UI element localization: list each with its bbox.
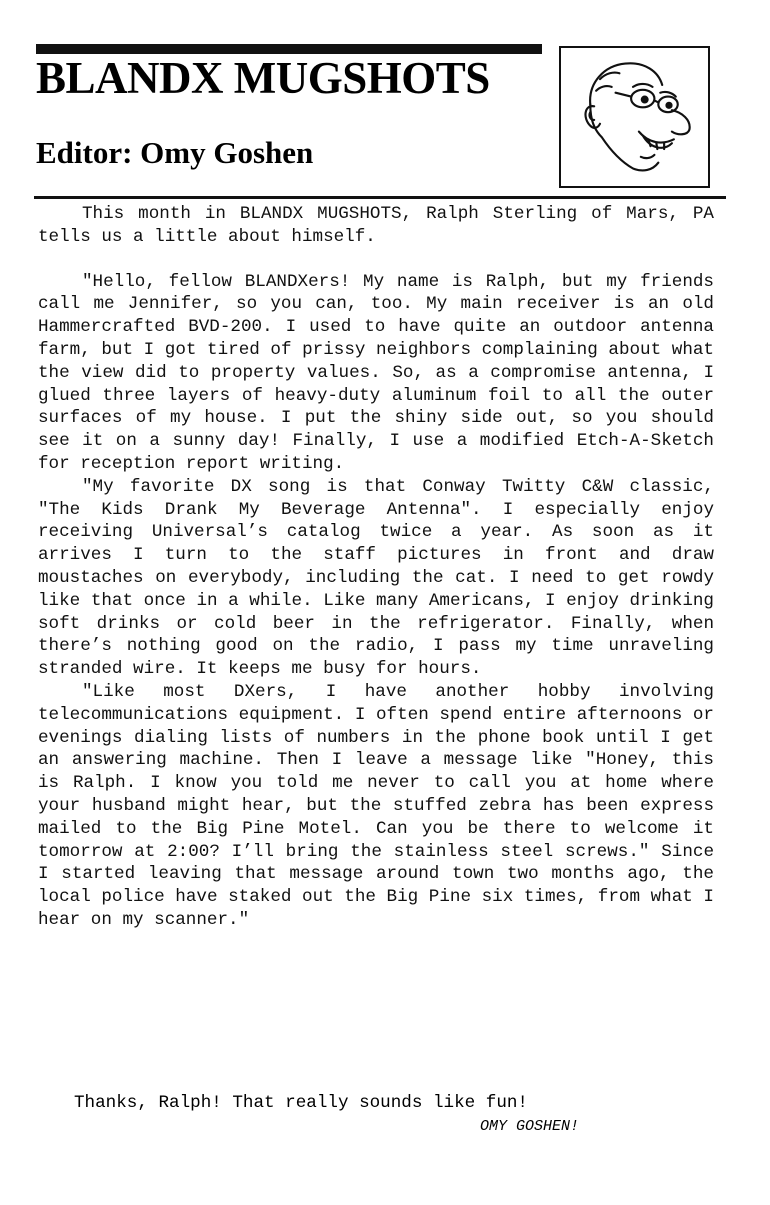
editor-byline: Editor: Omy Goshen bbox=[36, 135, 314, 170]
article-paragraph: "Like most DXers, I have another hobby involving telecommunications equipment. I often spend entire afternoons or evenings dialing lists of numbers in the phone book until I get an answering machine. Then I leave a message like "Honey, this is Ralph. I know you told me never to call you at home where your husband might hear, but the stuffed zebra has been express mailed to the Big Pine Motel. Can you be there to welcome it tomorrow at 2:00? I’ll bring the stainless steel screws." Since I started leaving that message around town two months ago, the local police have staked out the Big Pine six times, from what I hear on my scanner." bbox=[38, 681, 714, 930]
column-title: BLANDX MUGSHOTS bbox=[36, 53, 490, 103]
signature: OMY GOSHEN! bbox=[480, 1118, 580, 1135]
article-paragraph: "Hello, fellow BLANDXers! My name is Ralph, but my friends call me Jennifer, so you can, too. My main receiver is an old Hammercrafted BVD-200. I used to have quite an outdoor antenna farm, but I got tired of prissy neighbors complaining about what the view did to property values. So, as a compromise antenna, I glued three layers of heavy-duty aluminum foil to all the outer surfaces of my house. I put the shiny side out, so you should see it on a sunny day! Finally, I use a modified Etch-A-Sketch for reception report writing. bbox=[38, 271, 714, 474]
cartoon-face-icon bbox=[561, 48, 708, 186]
closing-line: Thanks, Ralph! That really sounds like fun! bbox=[74, 1093, 528, 1113]
header-divider bbox=[34, 196, 726, 199]
article-body bbox=[38, 203, 714, 932]
mugshot-illustration bbox=[559, 46, 710, 188]
article-paragraph: This month in BLANDX MUGSHOTS, Ralph Sterling of Mars, PA tells us a little about himself. bbox=[38, 204, 714, 247]
article-paragraph: "My favorite DX song is that Conway Twitty C&W classic, "The Kids Drank My Beverage Antenna". I especially enjoy receiving Universal’s catalog twice a year. As soon as it arrives I turn to the staff pictures in front and draw moustaches on everybody, including the cat. I need to get rowdy like that once in a while. Like many Americans, I enjoy drinking soft drinks or cold beer in the refrigerator. Finally, when there’s nothing good on the radio, I pass my time unraveling stranded wire. It keeps me busy for hours. bbox=[38, 476, 714, 680]
